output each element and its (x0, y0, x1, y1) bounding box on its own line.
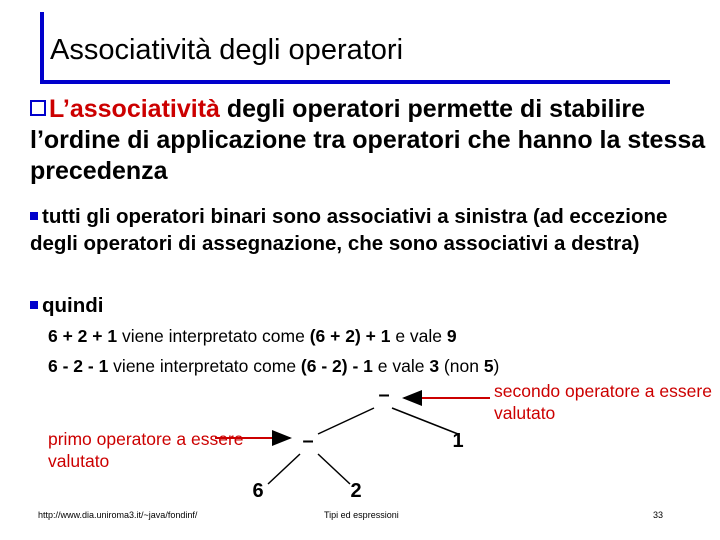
tree-node-inner: – (302, 430, 314, 452)
example-2-note-open: (non (439, 356, 484, 376)
tree-node-leaf-6: 6 (252, 480, 264, 502)
tree-edge-root-inner (318, 408, 374, 434)
main-point-text: degli operatori permette di stabilire l’ordine di applicazione tra operatori che hanno la stessa precedenza (30, 95, 706, 185)
annotation-first-operator: primo operatore a essere valutato (48, 429, 244, 471)
example-2-note-value: 5 (483, 356, 494, 376)
main-point-keyword: L’associatività (49, 95, 220, 123)
example-2-note-close: ) (493, 356, 500, 376)
example-2-parenthesized: (6 - 2) - 1 (300, 356, 373, 376)
tree-edge-inner-left (268, 454, 300, 484)
footer-page-number: 33 (653, 510, 664, 520)
example-1-text: viene interpretato come (117, 326, 310, 346)
example-2-text: viene interpretato come (108, 356, 301, 376)
annotation-second-operator: secondo operatore a essere valutato (494, 381, 712, 423)
sub-point-quindi-text: quindi (42, 294, 104, 317)
example-1-and-equals: e vale (390, 326, 447, 346)
example-1-result: 9 (446, 326, 457, 346)
example-1-expression: 6 + 2 + 1 (48, 326, 118, 346)
footer-title: Tipi ed espressioni (324, 510, 399, 520)
footer-url: http://www.dia.uniroma3.it/~java/fondinf/ (38, 510, 198, 520)
tree-node-leaf-2: 2 (350, 480, 362, 502)
example-2-expression: 6 - 2 - 1 (48, 356, 109, 376)
tree-node-leaf-1: 1 (452, 430, 464, 452)
tree-node-root: – (378, 384, 390, 406)
example-1-parenthesized: (6 + 2) + 1 (309, 326, 391, 346)
example-2-result: 3 (429, 356, 440, 376)
slide-title: Associatività degli operatori (50, 34, 404, 66)
sub-point-binary-text: tutti gli operatori binari sono associativi a sinistra (ad eccezione degli operatori di assegnazione, che sono associativi a destra) (30, 205, 668, 255)
example-2-and-equals: e vale (372, 356, 430, 376)
